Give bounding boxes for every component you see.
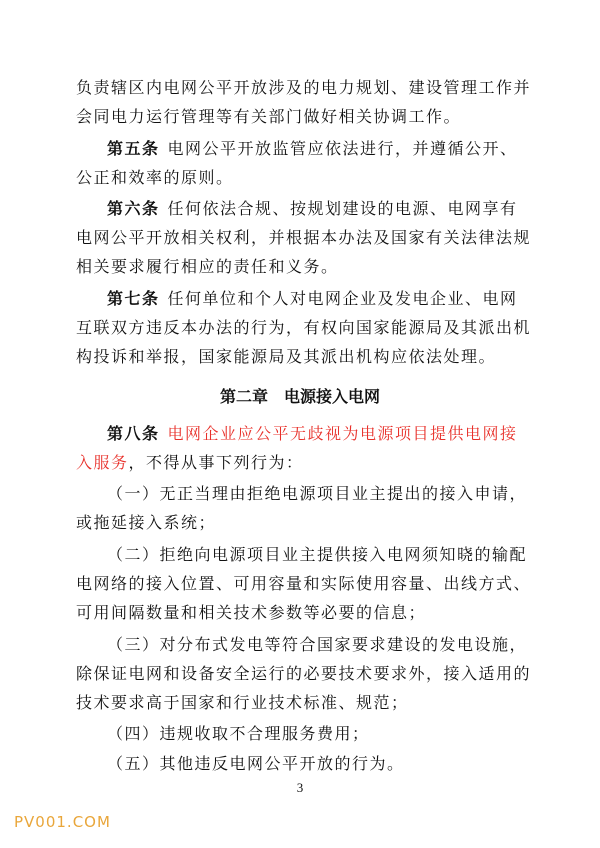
article-5-line bbox=[107, 139, 518, 159]
article-text: 电网公平开放监管应依法进行，并遵循公开、 bbox=[167, 139, 518, 158]
list-item-line: 电网络的接入位置、可用容量和实际使用容量、出线方式、 bbox=[76, 574, 532, 593]
paragraph-line: 相关要求履行相应的责任和义务。 bbox=[76, 257, 339, 276]
list-item-line: 除保证电网和设备安全运行的必要技术要求外，接入适用的 bbox=[76, 664, 532, 683]
article-label: 第八条 bbox=[107, 424, 160, 443]
article-text: ，不得从事下列行为： bbox=[128, 453, 304, 472]
list-item: （四）违规收取不合理服务费用； bbox=[107, 724, 370, 743]
paragraph-line: 电网公平开放相关权利，并根据本办法及国家有关法律法规 bbox=[76, 228, 532, 247]
article-text: 任何单位和个人对电网企业及发电企业、电网 bbox=[167, 289, 518, 308]
article-6-line bbox=[107, 199, 518, 219]
list-item: （一）无正当理由拒绝电源项目业主提出的接入申请， bbox=[107, 484, 528, 503]
article-label: 第五条 bbox=[107, 139, 160, 158]
list-item: （五）其他违反电网公平开放的行为。 bbox=[107, 754, 405, 773]
list-item-line: 或拖延接入系统； bbox=[76, 513, 217, 532]
article-label: 第六条 bbox=[107, 199, 160, 218]
page-number: 3 bbox=[296, 780, 304, 795]
article-7-line bbox=[107, 289, 518, 309]
article-label: 第七条 bbox=[107, 289, 160, 308]
site-watermark: PV001.COM bbox=[14, 813, 111, 831]
emphasis-text: 入服务 bbox=[76, 453, 129, 472]
article-8-line-2 bbox=[76, 453, 304, 473]
paragraph-line: 负责辖区内电网公平开放涉及的电力规划、建设管理工作并 bbox=[76, 78, 532, 97]
paragraph-line: 会同电力运行管理等有关部门做好相关协调工作。 bbox=[76, 107, 462, 126]
paragraph-line: 构投诉和举报，国家能源局及其派出机构应依法处理。 bbox=[76, 347, 497, 366]
article-text: 任何依法合规、按规划建设的电源、电网享有 bbox=[167, 199, 518, 218]
paragraph-line: 公正和效率的原则。 bbox=[76, 168, 234, 187]
paragraph-line: 互联双方违反本办法的行为，有权向国家能源局及其派出机 bbox=[76, 318, 532, 337]
list-item: （三）对分布式发电等符合国家要求建设的发电设施， bbox=[107, 635, 528, 654]
list-item: （二）拒绝向电源项目业主提供接入电网须知晓的输配 bbox=[107, 545, 528, 564]
list-item-line: 技术要求高于国家和行业技术标准、规范； bbox=[76, 693, 409, 712]
article-8-line bbox=[107, 424, 518, 444]
chapter-heading: 第二章 电源接入电网 bbox=[219, 387, 380, 406]
emphasis-text: 电网企业应公平无歧视为电源项目提供电网接 bbox=[167, 424, 518, 443]
list-item-line: 可用间隔数量和相关技术参数等必要的信息； bbox=[76, 603, 427, 622]
